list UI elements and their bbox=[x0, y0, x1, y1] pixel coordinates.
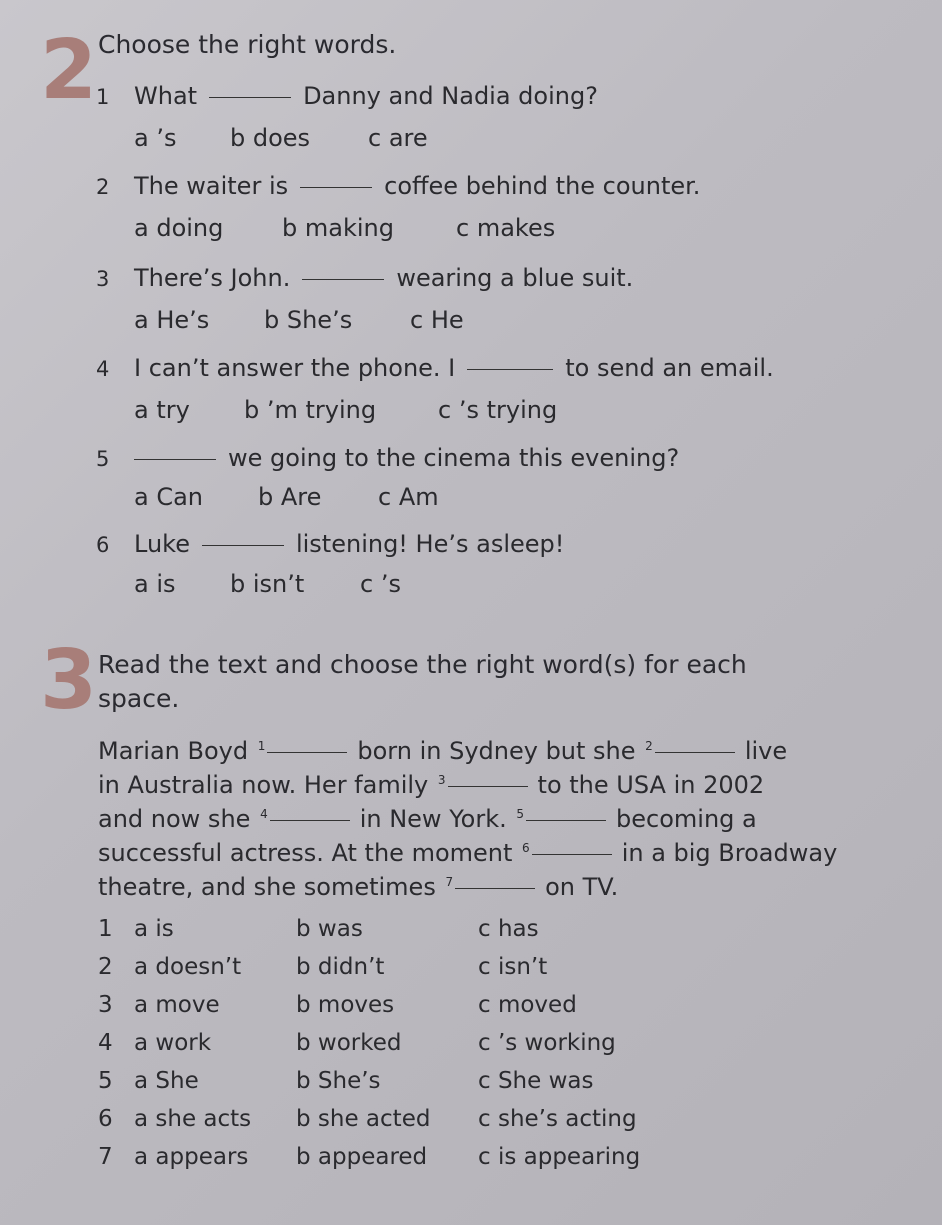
option-a[interactable]: a doing bbox=[134, 214, 224, 242]
answer-number: 7 bbox=[98, 1144, 113, 1170]
option-a[interactable]: a ’s bbox=[134, 124, 177, 152]
text-line-3 bbox=[98, 798, 898, 832]
text-line-2 bbox=[98, 764, 898, 798]
option-c[interactable]: c has bbox=[478, 916, 539, 942]
gap-blank-7[interactable] bbox=[455, 887, 535, 889]
text-fragment: on TV. bbox=[545, 873, 619, 901]
exercise-2-number: 2 bbox=[40, 23, 98, 118]
options-2 bbox=[134, 214, 555, 242]
question-text-before: The waiter is bbox=[134, 172, 289, 200]
text-fragment: theatre, and she sometimes bbox=[98, 873, 436, 901]
text-fragment: live bbox=[744, 737, 788, 765]
answer-number: 6 bbox=[98, 1106, 113, 1132]
option-c[interactable]: c Am bbox=[378, 483, 439, 511]
answer-blank[interactable] bbox=[300, 186, 372, 188]
question-3 bbox=[96, 264, 633, 292]
option-b[interactable]: b was bbox=[296, 916, 363, 942]
gap-number-6: 6 bbox=[522, 841, 530, 855]
gap-blank-4[interactable] bbox=[270, 819, 350, 821]
option-a[interactable]: a is bbox=[134, 570, 176, 598]
answer-number: 1 bbox=[98, 916, 113, 942]
question-number: 3 bbox=[96, 267, 110, 291]
option-b[interactable]: b ’m trying bbox=[244, 396, 377, 424]
option-a[interactable]: a She bbox=[134, 1068, 199, 1094]
option-c[interactable]: c she’s acting bbox=[478, 1106, 637, 1132]
option-b[interactable]: b she acted bbox=[296, 1106, 431, 1132]
text-line-5 bbox=[98, 866, 898, 900]
answer-number: 3 bbox=[98, 992, 113, 1018]
exercise-3-number: 3 bbox=[40, 633, 98, 728]
question-number: 1 bbox=[96, 85, 110, 109]
option-c[interactable]: c moved bbox=[478, 992, 577, 1018]
question-text-after: coffee behind the counter. bbox=[384, 172, 701, 200]
gap-blank-6[interactable] bbox=[532, 853, 612, 855]
question-number: 5 bbox=[96, 447, 110, 471]
option-a[interactable]: a Can bbox=[134, 483, 204, 511]
question-6 bbox=[96, 530, 564, 558]
question-text-after: to send an email. bbox=[565, 354, 774, 382]
answer-blank[interactable] bbox=[134, 458, 216, 460]
answer-number: 4 bbox=[98, 1030, 113, 1056]
gap-number-7: 7 bbox=[445, 875, 454, 889]
option-c[interactable]: c She was bbox=[478, 1068, 594, 1094]
option-c[interactable]: c ’s working bbox=[478, 1030, 616, 1056]
gap-number-5: 5 bbox=[516, 807, 525, 821]
question-1 bbox=[96, 82, 598, 110]
question-5 bbox=[96, 444, 679, 472]
text-fragment: and now she bbox=[98, 805, 251, 833]
exercise-3-heading-line-2: space. bbox=[98, 684, 180, 713]
option-b[interactable]: b She’s bbox=[296, 1068, 381, 1094]
text-fragment: Marian Boyd bbox=[98, 737, 249, 765]
option-a[interactable]: a move bbox=[134, 992, 220, 1018]
option-b[interactable]: b didn’t bbox=[296, 954, 385, 980]
option-c[interactable]: c He bbox=[410, 306, 464, 334]
option-b[interactable]: b making bbox=[282, 214, 394, 242]
gap-number-3: 3 bbox=[437, 773, 446, 787]
exercise-3-heading-line-1: Read the text and choose the right word(s) for each bbox=[98, 650, 747, 679]
options-4 bbox=[134, 396, 557, 424]
options-1 bbox=[134, 124, 428, 152]
option-c[interactable]: c ’s trying bbox=[438, 396, 558, 424]
answer-blank[interactable] bbox=[202, 544, 284, 546]
answer-blank[interactable] bbox=[209, 96, 291, 98]
option-a[interactable]: a appears bbox=[134, 1144, 249, 1170]
gap-number-4: 4 bbox=[260, 807, 268, 821]
question-4 bbox=[96, 354, 774, 382]
question-text-after: we going to the cinema this evening? bbox=[228, 444, 680, 472]
option-b[interactable]: b moves bbox=[296, 992, 395, 1018]
answer-number: 5 bbox=[98, 1068, 113, 1094]
cloze-text bbox=[98, 730, 898, 900]
answer-blank[interactable] bbox=[467, 368, 553, 370]
question-text-after: Danny and Nadia doing? bbox=[303, 82, 598, 110]
question-number: 2 bbox=[96, 175, 110, 199]
options-6 bbox=[134, 570, 401, 598]
text-fragment: in a big Broadway bbox=[621, 839, 838, 867]
gap-blank-5[interactable] bbox=[526, 819, 606, 821]
option-a[interactable]: a try bbox=[134, 396, 190, 424]
text-fragment: successful actress. At the moment bbox=[98, 839, 513, 867]
text-line-1 bbox=[98, 730, 898, 764]
gap-number-2: 2 bbox=[645, 739, 653, 753]
option-a[interactable]: a work bbox=[134, 1030, 212, 1056]
question-text-before: What bbox=[134, 82, 198, 110]
option-c[interactable]: c is appearing bbox=[478, 1144, 641, 1170]
text-fragment: to the USA in 2002 bbox=[537, 771, 765, 799]
question-text-before: Luke bbox=[134, 530, 190, 558]
question-text-after: listening! He’s asleep! bbox=[295, 530, 565, 558]
option-b[interactable]: b Are bbox=[258, 483, 322, 511]
option-a[interactable]: a doesn’t bbox=[134, 954, 242, 980]
option-b[interactable]: b isn’t bbox=[230, 570, 305, 598]
option-c[interactable]: c isn’t bbox=[478, 954, 548, 980]
option-c[interactable]: c ’s bbox=[360, 570, 401, 598]
option-b[interactable]: b worked bbox=[296, 1030, 402, 1056]
options-5 bbox=[134, 483, 439, 511]
text-fragment: born in Sydney but she bbox=[357, 737, 636, 765]
option-c[interactable]: c are bbox=[368, 124, 428, 152]
text-line-4 bbox=[98, 832, 898, 866]
text-fragment: in Australia now. Her family bbox=[98, 771, 429, 799]
options-3 bbox=[134, 306, 464, 334]
text-fragment: becoming a bbox=[616, 805, 757, 833]
gap-blank-3[interactable] bbox=[448, 785, 528, 787]
gap-number-1: 1 bbox=[257, 739, 266, 753]
option-a[interactable]: a He’s bbox=[134, 306, 210, 334]
question-number: 6 bbox=[96, 533, 110, 557]
answer-number: 2 bbox=[98, 954, 113, 980]
gap-blank-2[interactable] bbox=[655, 751, 735, 753]
question-text-before: I can’t answer the phone. I bbox=[134, 354, 456, 382]
option-b[interactable]: b appeared bbox=[296, 1144, 428, 1170]
option-a[interactable]: a she acts bbox=[134, 1106, 252, 1132]
question-number: 4 bbox=[96, 357, 110, 381]
gap-blank-1[interactable] bbox=[267, 751, 347, 753]
option-b[interactable]: b does bbox=[230, 124, 311, 152]
option-a[interactable]: a is bbox=[134, 916, 174, 942]
answer-blank[interactable] bbox=[302, 278, 384, 280]
question-text-after: wearing a blue suit. bbox=[396, 264, 634, 292]
text-fragment: in New York. bbox=[359, 805, 507, 833]
option-b[interactable]: b She’s bbox=[264, 306, 353, 334]
exercise-2-heading: Choose the right words. bbox=[98, 30, 397, 59]
option-c[interactable]: c makes bbox=[456, 214, 556, 242]
question-text-before: There’s John. bbox=[134, 264, 291, 292]
question-2 bbox=[96, 172, 700, 200]
